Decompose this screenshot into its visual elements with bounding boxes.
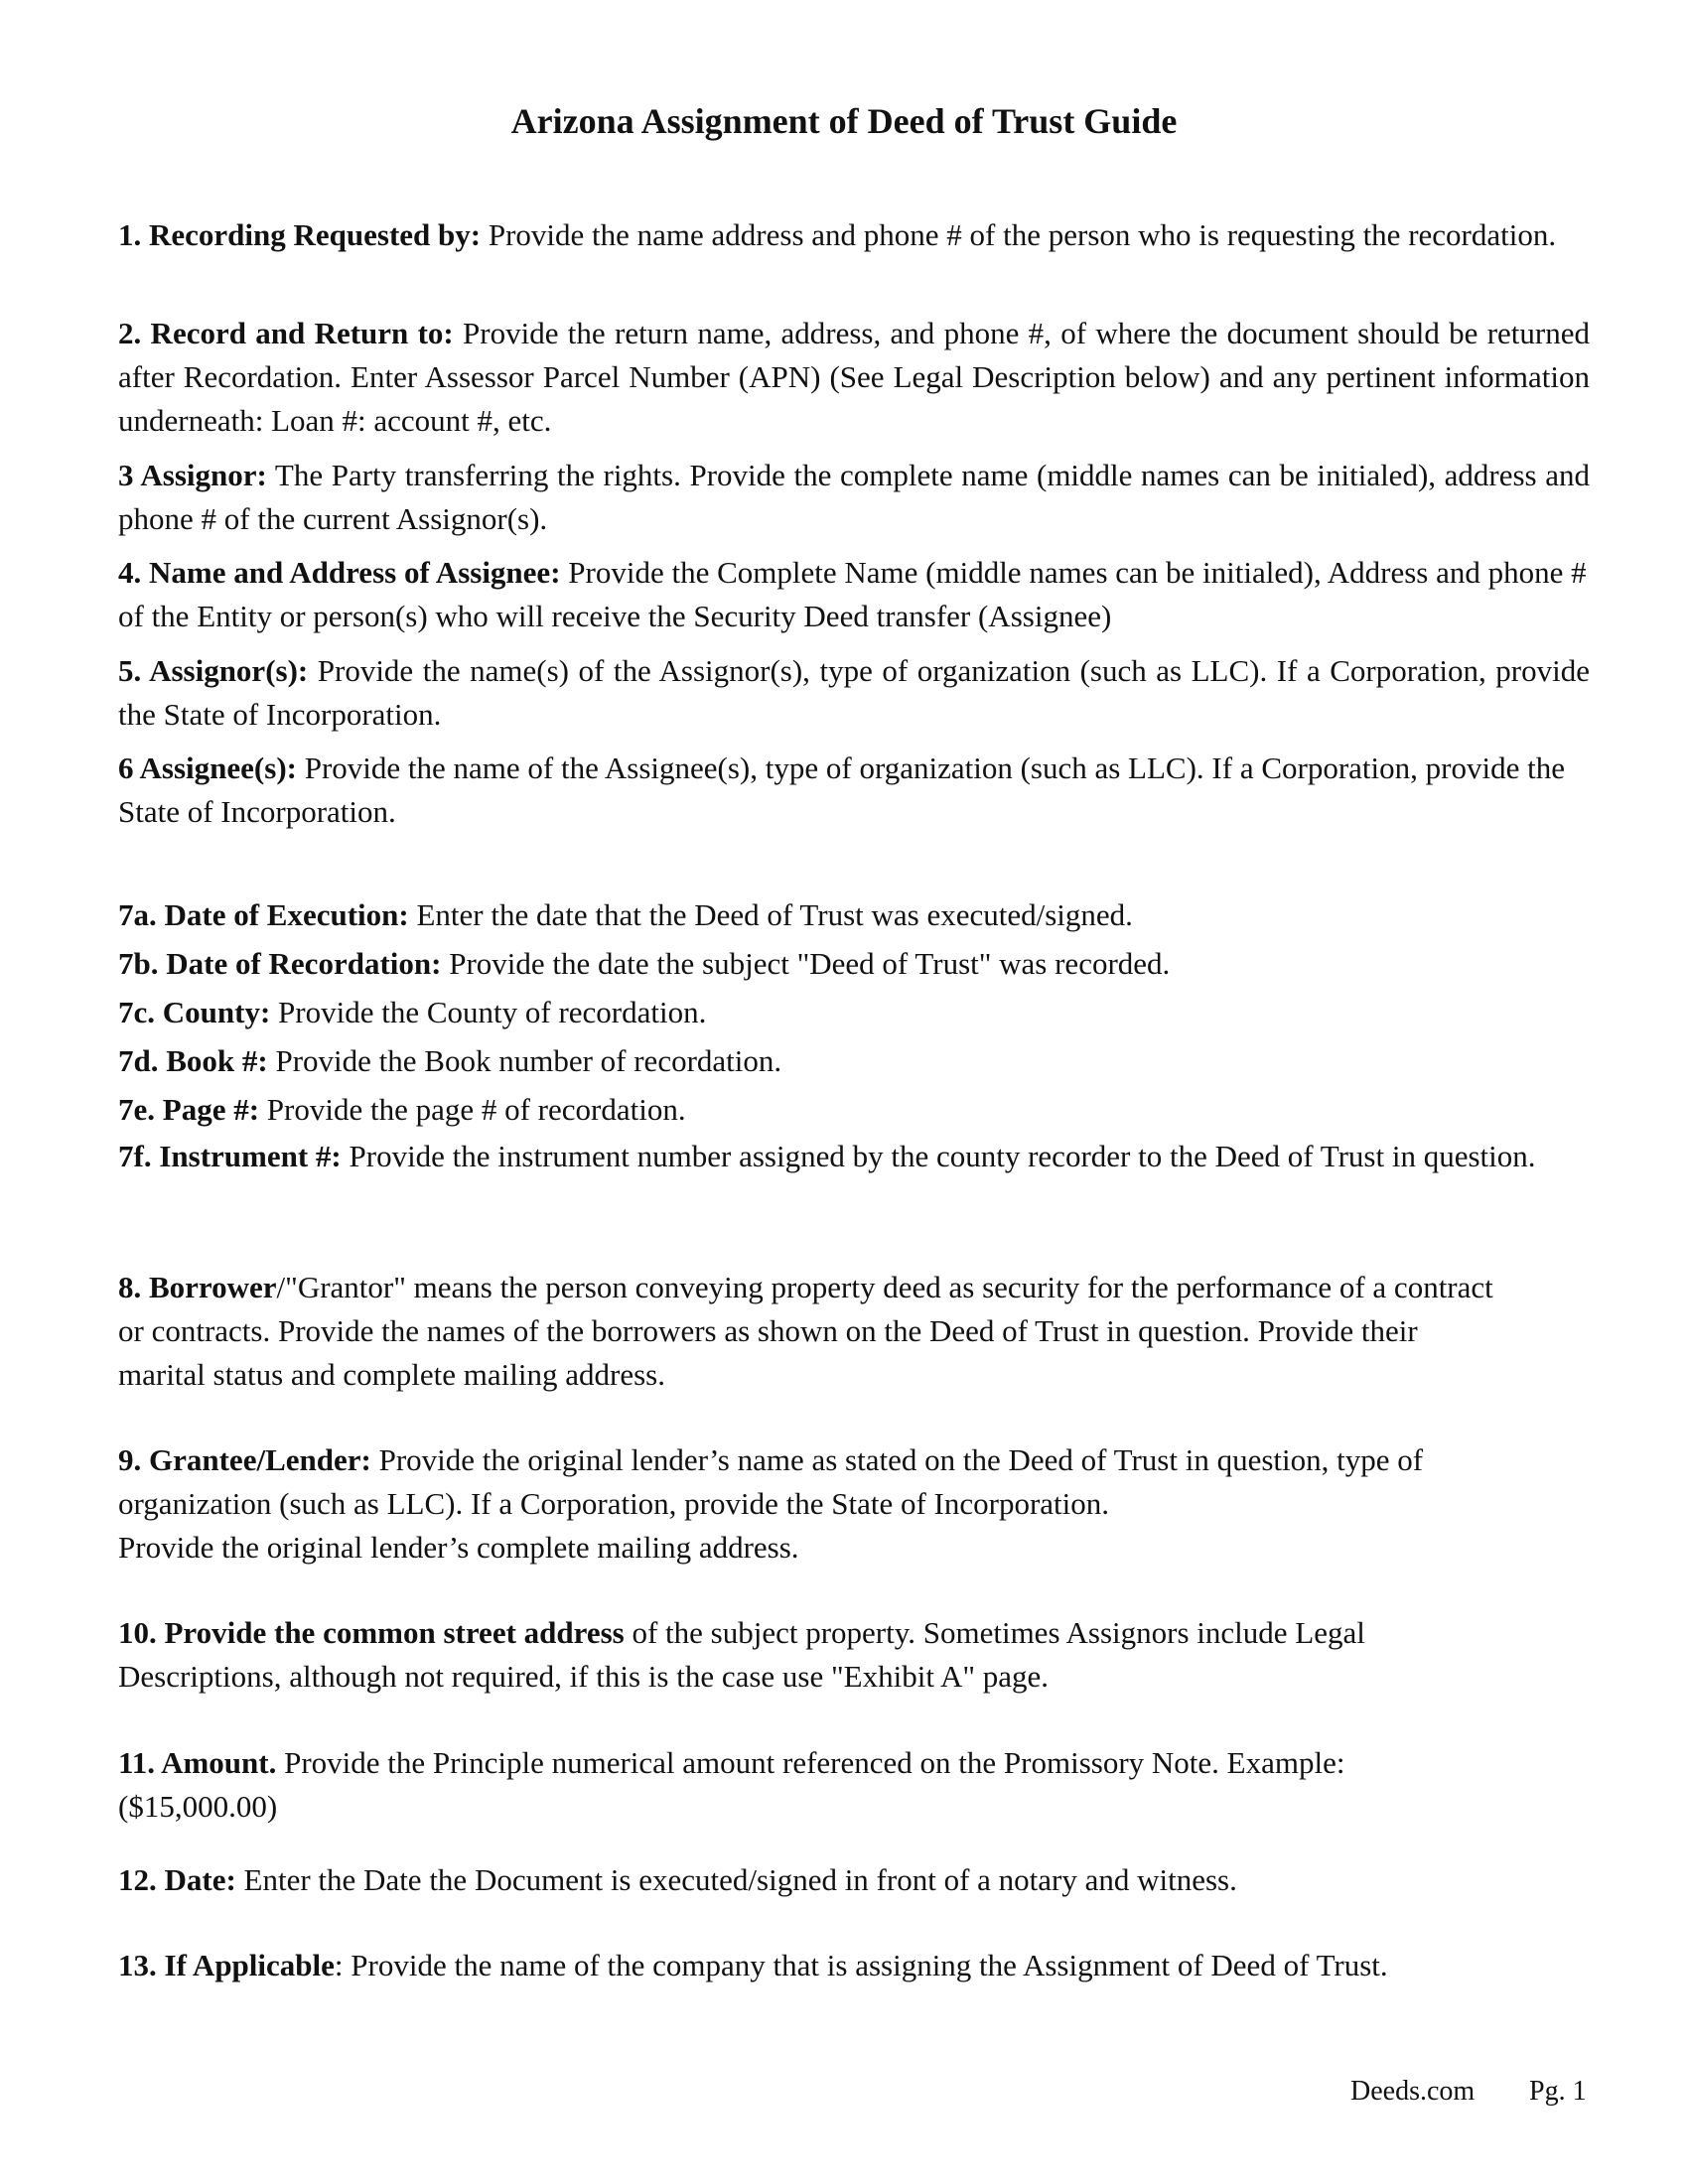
item-label: 7b. Date of Recordation: bbox=[118, 946, 442, 981]
item-amount bbox=[118, 1741, 1449, 1829]
item-text: Provide the Complete Name (middle names can be initialed), Address and phone # of the Entity or person(s) who will receive the Security Deed transfer (Assignee) bbox=[118, 555, 1587, 633]
item-label: 11. Amount. bbox=[118, 1745, 277, 1780]
item-text: Enter the date that the Deed of Trust was executed/signed. bbox=[408, 897, 1133, 932]
item-text: Provide the date the subject "Deed of Trust" was recorded. bbox=[441, 946, 1171, 981]
item-grantee-lender bbox=[118, 1438, 1449, 1570]
item-label: 7d. Book #: bbox=[118, 1043, 268, 1078]
item-county bbox=[118, 991, 1590, 1034]
item-assignors bbox=[118, 649, 1590, 737]
item-label: 4. Name and Address of Assignee: bbox=[118, 555, 561, 590]
item-label: 9. Grantee/Lender: bbox=[118, 1442, 371, 1477]
item-record-and-return bbox=[118, 312, 1590, 443]
item-date bbox=[118, 1858, 1590, 1902]
item-text: Provide the County of recordation. bbox=[270, 995, 707, 1029]
item-label: 3 Assignor: bbox=[118, 458, 267, 492]
item-text: : Provide the name of the company that is assigning the Assignment of Deed of Trust. bbox=[334, 1948, 1388, 1982]
item-label: 7a. Date of Execution: bbox=[118, 897, 409, 932]
item-page-number bbox=[118, 1088, 1590, 1132]
item-text: The Party transferring the rights. Provide the complete name (middle names can be initialed), address and phone # of the current Assignor(s). bbox=[118, 458, 1590, 536]
item-assignor bbox=[118, 454, 1590, 541]
item-text: Enter the Date the Document is executed/signed in front of a notary and witness. bbox=[235, 1862, 1237, 1897]
item-street-address bbox=[118, 1611, 1488, 1699]
item-text: Provide the name of the Assignee(s), type of organization (such as LLC). If a Corporation, provide the State of Incorporation. bbox=[118, 751, 1565, 829]
item-text: Provide the name address and phone # of the person who is requesting the recordation. bbox=[481, 217, 1557, 252]
item-recording-requested bbox=[118, 213, 1590, 257]
item-label: 7f. Instrument #: bbox=[118, 1139, 342, 1173]
footer-site: Deeds.com bbox=[1350, 2076, 1476, 2107]
item-text: Provide the original lender’s name as stated on the Deed of Trust in question, type of organization (such as LLC). If a Corporation, provide the State of Incorporation. bbox=[118, 1442, 1424, 1521]
item-label: 12. Date: bbox=[118, 1862, 236, 1897]
item-date-of-recordation bbox=[118, 942, 1590, 986]
item-label: 10. Provide the common street address bbox=[118, 1615, 625, 1650]
item-label: 1. Recording Requested by: bbox=[118, 217, 482, 252]
item-label: 5. Assignor(s): bbox=[118, 653, 309, 688]
item-text: /"Grantor" means the person conveying property deed as security for the performance of a contract or contracts. Provide the names of the borrowers as shown on the Deed of Trust in question. Provide their marital status and complete mailing address. bbox=[118, 1270, 1493, 1392]
item-assignees bbox=[118, 747, 1590, 834]
item-extra-text: Provide the original lender’s complete mailing address. bbox=[118, 1530, 799, 1565]
item-label: 6 Assignee(s): bbox=[118, 751, 297, 785]
item-text: Provide the return name, address, and phone #, of where the document should be returned after Recordation. Enter Assessor Parcel Number (APN) (See Legal Description below) and any pertinent information underneath: Loan #: account #, etc. bbox=[118, 316, 1590, 438]
item-text: Provide the Principle numerical amount referenced on the Promissory Note. Example: ($15,000.00) bbox=[118, 1745, 1345, 1824]
item-assignee-name-address bbox=[118, 551, 1590, 638]
item-label: 7c. County: bbox=[118, 995, 271, 1029]
item-date-of-execution bbox=[118, 893, 1590, 937]
item-label: 2. Record and Return to: bbox=[118, 316, 454, 350]
item-instrument-number bbox=[118, 1137, 1590, 1176]
item-text: of the subject property. Sometimes Assignors include Legal Descriptions, although not required, if this is the case use "Exhibit A" page. bbox=[118, 1615, 1365, 1694]
item-borrower bbox=[118, 1266, 1498, 1397]
item-if-applicable bbox=[118, 1944, 1590, 1987]
item-text: Provide the name(s) of the Assignor(s), type of organization (such as LLC). If a Corporation, provide the State of Incorporation. bbox=[118, 653, 1591, 732]
item-text: Provide the page # of recordation. bbox=[259, 1092, 686, 1127]
item-text: Provide the Book number of recordation. bbox=[267, 1043, 782, 1078]
item-label: 8. Borrower bbox=[118, 1270, 277, 1304]
item-label: 13. If Applicable bbox=[118, 1948, 335, 1982]
footer-page-number: Pg. 1 bbox=[1529, 2076, 1587, 2107]
item-text: Provide the instrument number assigned by the county recorder to the Deed of Trust in question. bbox=[341, 1139, 1536, 1173]
item-book-number bbox=[118, 1039, 1590, 1083]
document-title: Arizona Assignment of Deed of Trust Guide bbox=[510, 101, 1178, 141]
item-label: 7e. Page #: bbox=[118, 1092, 260, 1127]
